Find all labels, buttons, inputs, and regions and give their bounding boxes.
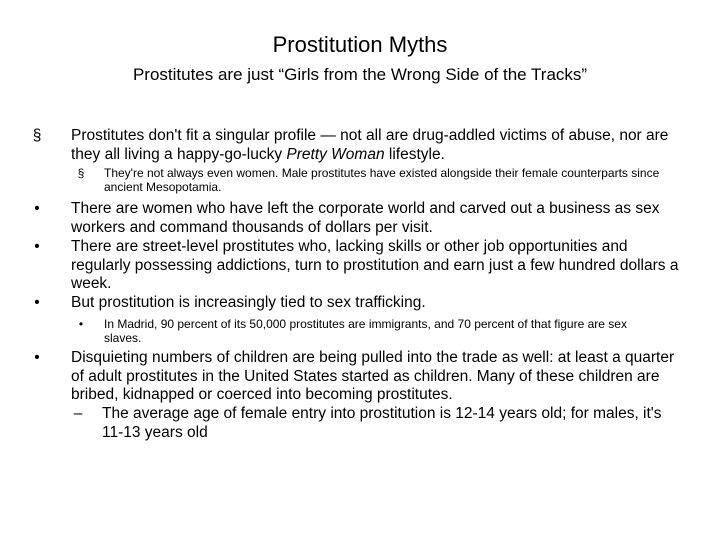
- bullet-text: There are women who have left the corporate world and carved out a business as sex workers and command thousands of dollars per visit.: [71, 200, 660, 236]
- slide-subtitle: Prostitutes are just “Girls from the Wrong Side of the Tracks”: [132, 65, 588, 84]
- emphasized-text: Pretty Woman: [286, 145, 385, 163]
- bullet-text-part: Prostitutes don't fit a singular profile — not all are drug-addled victims of abuse, nor are they all living a happy-go-lucky: [71, 127, 669, 163]
- bullet-text: In Madrid, 90 percent of its 50,000 prostitutes are immigrants, and 70 percent of that figure are sex slaves.: [104, 317, 627, 345]
- bullet-marker: •: [34, 200, 40, 217]
- bullet-marker: •: [34, 238, 40, 255]
- bullet-text: They're not always even women. Male prostitutes have existed alongside their female counterparts since ancient Mesopotamia.: [104, 166, 660, 194]
- bullet-marker: §: [32, 127, 42, 144]
- bullet-marker: –: [73, 405, 83, 422]
- slide-title: Prostitution Myths: [272, 32, 448, 57]
- bullet-marker: §: [77, 166, 85, 180]
- bullet-marker: •: [34, 349, 40, 366]
- bullet-text-part: lifestyle.: [384, 145, 445, 163]
- bullet-text: But prostitution is increasingly tied to sex trafficking.: [71, 294, 426, 311]
- bullet-text: There are street-level prostitutes who, lacking skills or other job opportunities and regularly possessing addictions, turn to prostitution and earn just a few hundred dollars a week.: [71, 238, 679, 293]
- bullet-text: [71, 127, 686, 164]
- bullet-marker: •: [78, 317, 84, 331]
- bullet-text: Disquieting numbers of children are being pulled into the trade as well: at least a quarter of adult prostitutes in the United States started as children. Many of these children are bribed, kidnapped or coerced into becoming prostitutes.: [71, 349, 675, 404]
- bullet-marker: •: [34, 294, 40, 311]
- bullet-text: The average age of female entry into prostitution is 12-14 years old; for males, it's 11-13 years old: [102, 405, 662, 441]
